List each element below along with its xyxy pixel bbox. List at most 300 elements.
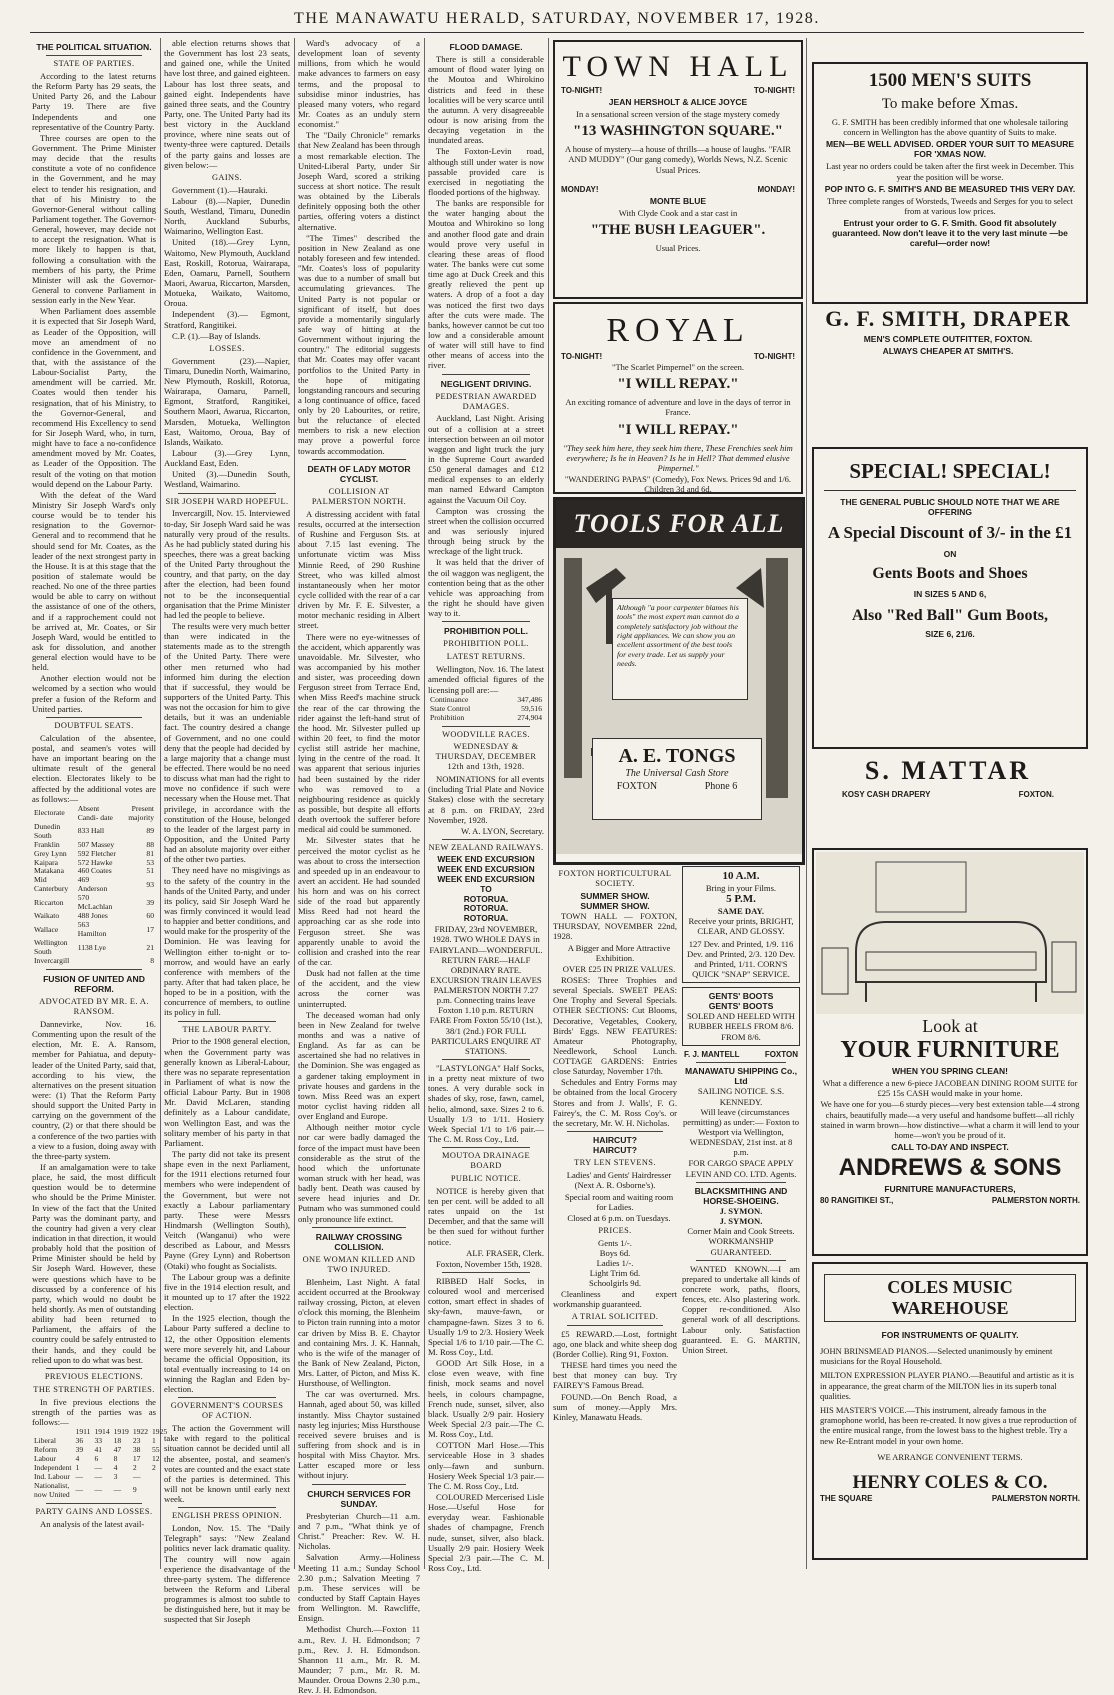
table-cell: — bbox=[75, 1485, 84, 1495]
subheadline: NEW ZEALAND RAILWAYS. bbox=[428, 842, 544, 852]
table-header: Electorate bbox=[34, 808, 65, 818]
table-cell: Franklin bbox=[34, 839, 60, 849]
table-cell: 21 bbox=[146, 942, 154, 952]
paragraph: Will leave (circumstances permitting) as under:— Foxton to Westport via Wellington, WEDNESDAY, 21st inst. at 8 p.m. bbox=[682, 1106, 799, 1158]
excursion-line: WEEK END EXCURSION bbox=[437, 873, 535, 884]
subheadline: TRY LEN STEVENS. bbox=[574, 1158, 656, 1168]
suits-text: Three complete ranges of Worsteds, Tweeds and Serges for you to select from at various low prices. bbox=[826, 195, 1074, 216]
special-title: SPECIAL! SPECIAL! bbox=[849, 459, 1051, 483]
blacksmith-guarantee: WORKMANSHIP GUARANTEED. bbox=[708, 1236, 774, 1257]
paragraph: London, Nov. 15. The "Daily Telegraph" says: "New Zealand politics never lack dramatic quality. The country will now again experience the disadvantage of the three-party system. The difference between the Reform and Liberal programmes is almost too subtle to be distinguished here, but it may be suspected that Sir Joseph bbox=[164, 1523, 290, 1625]
headline: PROHIBITION POLL. bbox=[443, 626, 529, 637]
paragraph: "The Times" described the position in New Zealand as one notably foreseen and few intended. "Mr. Coates's loss of popularity was due to a number of small but accumulating grievances. The United Party is not popular or significant of itself, but does provide a momentarily singularly safe way of hitting at the Government without injuring the country." The editorial suggests that Mr. Coates may offer vacant portfolios to the United Party in the hope of mitigating longstanding rancours and securing a long continuance of office, faced only by 20 Labourites, or retire, but the reluctance of elected members to risk a new election may prove a powerful force towards accommodation. bbox=[298, 232, 420, 456]
paragraph: The results were very much better than were indicated in the statements made as to the strength of the United Party. There were other men returned who had informed him during the election that if successful, they would be supporters of the United Party. This was not the occasion for him to give details, but it was an undeniable fact. The country desired a change of Government, and no one could deny that the people had decided by a large majority that a change must be effected. There would be no need to discuss what man had the right to move no confidence if such were necessary when the House met. That privilege, in accordance with the constitution of the House, belonged to the leader of the largest party in Opposition, and the United Party had an absolute majority over either of the other two parties. bbox=[164, 621, 290, 865]
subheadline: THE LABOUR PARTY. bbox=[182, 1024, 272, 1034]
coles-advert bbox=[812, 1262, 1088, 1560]
table-cell: Wellington South bbox=[34, 938, 68, 957]
headline: SUMMER SHOW. bbox=[580, 900, 650, 911]
table-header: Absent Candi- date bbox=[77, 803, 113, 822]
shipping-title: MANAWATU SHIPPING Co., Ltd bbox=[684, 1066, 798, 1087]
sofa-illustration bbox=[816, 852, 1084, 1014]
column-rule bbox=[806, 38, 807, 1569]
table-cell: 592 Fletcher bbox=[77, 848, 116, 858]
table-cell: Labour bbox=[34, 1453, 56, 1463]
furniture-call: CALL TO-DAY AND INSPECT. bbox=[891, 1142, 1009, 1153]
rotorua-line: ROTORUA. bbox=[463, 913, 509, 924]
table-cell: — bbox=[94, 1485, 103, 1495]
table-cell: Matakana bbox=[34, 866, 64, 876]
excursion-line: WEEK END EXCURSION bbox=[437, 853, 535, 864]
mattar-line: KOSY CASH DRAPERY bbox=[842, 790, 931, 799]
table-cell: 12 bbox=[152, 1453, 160, 1463]
paragraph: In five previous elections the strength of the parties was as follows:— bbox=[32, 1396, 156, 1427]
rotorua-line: ROTORUA. bbox=[463, 903, 509, 914]
draper-name: G. F. SMITH, DRAPER bbox=[825, 306, 1071, 331]
paragraph: The action the Government will take with regard to the political situation cannot be decided until all the absentee, postal, and seamen's votes are counted and the exact state of the parties is determined. This will not be known until early next week. bbox=[164, 1423, 290, 1505]
table-cell: 6 bbox=[94, 1453, 99, 1463]
paragraph: They need have no misgivings as to the safety of the country in the hands of the United Party, and under its policy, said Sir Joseph Ward he was firmly convinced it would lead to happier and better conditions, and would make for the prosperity of the Dominion. He was leaving for Wellington either to-night or to-morrow, and would have an early conference with members of the party. After that had taken place, he hoped to be in a position, with the concurrence of members, to outline its policy in full. bbox=[164, 865, 291, 1018]
paragraph: Auckland, Last Night. Arising out of a collision at a street intersection between an oil motor waggon and light truck the jury in the Supreme Court awarded £50 general damages and £12 medical expenses to an elderly man named Edward Campton against the Vacuum Oil Coy. bbox=[428, 413, 544, 505]
subheadline: SIR JOSEPH WARD HOPEFUL. bbox=[165, 496, 289, 506]
special-item: Also "Red Ball" Gum Boots, bbox=[851, 607, 1048, 624]
table-row bbox=[32, 912, 156, 921]
table-cell: Kaipara bbox=[34, 857, 59, 867]
paragraph: able election returns shows that the Government has lost 23 seats, and gained one, while the United have lost three, and gained eighteen. Labour has lost three seats, and gained eight. Independents have gained three seats, and the Country Party, one. The United Party had its best victory in the Auckland province, where nine seats out of twenty-three were captured. Details of the party gains and losses are given below:— bbox=[164, 38, 290, 170]
paragraph: Ladies' and Gents' Hairdresser (Next A. R. Osborne's). bbox=[566, 1170, 672, 1191]
film-service-box bbox=[682, 866, 800, 983]
table-cell: 570 McLachlan bbox=[77, 893, 113, 912]
special-item: Gents Boots and Shoes bbox=[872, 565, 1028, 582]
table-row bbox=[32, 1482, 169, 1500]
column-3 bbox=[298, 38, 420, 1695]
subheadline: ENGLISH PRESS OPINION. bbox=[171, 1511, 282, 1521]
paragraph: It was held that the driver of the oil waggon was negligent, the contention being that as the other vehicle was approaching from the right he should have given way to it. bbox=[428, 557, 544, 619]
table-header: 1925 bbox=[152, 1427, 168, 1437]
table-cell: — bbox=[75, 1471, 84, 1481]
table-cell: 89 bbox=[146, 826, 154, 836]
table-cell: 17 bbox=[146, 924, 154, 934]
subheadline: FOXTON HORTICULTURAL SOCIETY. bbox=[558, 869, 672, 888]
subheadline: GOVERNMENT'S COURSES OF ACTION. bbox=[170, 1401, 284, 1421]
monday-label: MONDAY! bbox=[561, 184, 599, 194]
subheadline: GAINS. bbox=[211, 172, 243, 182]
table-cell: 274,904 bbox=[517, 712, 542, 722]
table-cell: 1138 Lye bbox=[77, 942, 106, 952]
subheadline: A TRIAL SOLICITED. bbox=[571, 1311, 659, 1321]
advert-text: £5 REWARD.—Lost, fortnight ago, one black and white sheep dog (Border Collie). Ring 91, Foxton. bbox=[553, 1328, 677, 1360]
paragraph: According to the latest returns the Reform Party has 29 seats, the United Party 26, and the Labour Party 19. There are five Independents and one representative of the Country Party. bbox=[32, 71, 156, 132]
table-row bbox=[32, 823, 156, 841]
advert-text: COLOURED Mercerised Lisle Hose.—Useful Hose for everyday wear. Fashionable shades of champagne, French nude, sunset, silver, also black. Usually 2/9 pair. Hosiery Week Special 2/3 pair.—The C. M. Ross Coy., Ltd. bbox=[428, 1491, 544, 1573]
boots-offer: SOLED AND HEELED WITH RUBBER HEELS FROM 8/6. FROM 8/6. bbox=[687, 1011, 795, 1042]
paragraph: Although neither motor cycle nor car were badly damaged the force of the impact must have been considerable as the strut of the hood which the unfortunate woman struck with her head, was badly bent. Death was caused by severe head injuries and Dr. Putnam who was summoned could only pronounce life extinct. bbox=[298, 1122, 420, 1224]
blacksmith-address: Corner Main and Cook Streets. bbox=[687, 1226, 795, 1237]
paragraph: When Parliament does assemble it is expected that Sir Joseph Ward, as Leader of the Opposition, will move an amendment of no confidence in the Government, and that, with the assistance of the Labour-Socialist Party, the amendment will be carried. Mr. Coates would then tender his resignation, that of his Ministry, to the Governor-General, and recommend His Excellency to send for Sir Joseph Ward, who, in turn, might have to face a no-confidence amendment moved by Mr. Coates, as Leader of the Opposition. The result of the voting on that motion would depend on the Labour Party. bbox=[32, 306, 156, 489]
suits-text: POP INTO G. F. SMITH'S AND BE MEASURED THIS VERY DAY. bbox=[824, 183, 1076, 194]
paragraph: Cleanliness and expert workmanship guaranteed. bbox=[553, 1288, 677, 1309]
doubtful-seats-table bbox=[32, 805, 156, 966]
subheadline: LOSSES. bbox=[209, 343, 245, 353]
subheadline: WOODVILLE RACES. bbox=[442, 729, 530, 739]
price-item: Boys 6d. bbox=[599, 1247, 631, 1258]
furniture-title: YOUR FURNITURE bbox=[840, 1037, 1060, 1063]
table-row bbox=[32, 957, 156, 966]
paragraph: Calculation of the absentee, postal, and seamen's votes will have an important bearing on the ultimate result of the general election. Electorates likely to be affected by the additional votes are as follows:— bbox=[32, 732, 156, 804]
subheadline: PUBLIC NOTICE. bbox=[450, 1173, 522, 1183]
coles-title: COLES MUSIC WAREHOUSE bbox=[824, 1274, 1076, 1322]
column-1 bbox=[32, 38, 168, 1568]
table-cell: 59,516 bbox=[521, 703, 542, 713]
table-row bbox=[32, 921, 156, 939]
table-cell: Liberal bbox=[34, 1436, 56, 1446]
tools-quote: Although "a poor carpenter blames his tools" the most expert man cannot do a completely satisfactory job without the right appliances. We can show you an excellent assortment of the best tools for every trade. Let us supply your needs. bbox=[612, 598, 748, 700]
paragraph: OVER £25 IN PRIZE VALUES. bbox=[562, 963, 676, 974]
table-cell: 23 bbox=[132, 1436, 141, 1446]
advert-text: RIBBED Half Socks, in coloured wool and mercerised cotton, smart effect in shades of sky-fawn, mauve-fawn, or champagne-fawn. Sizes 3 to 6. Usually 1/9 to 2/3. Hosiery Week Special 1/6 to 1/10 pair.—The C. M. Ross Coy., Ltd. bbox=[428, 1276, 544, 1357]
table-cell: 93 bbox=[146, 879, 154, 889]
boots-title: GENTS' BOOTS bbox=[708, 991, 774, 1002]
andrews-line: FURNITURE MANUFACTURERS, bbox=[884, 1184, 1016, 1195]
special-on: ON bbox=[943, 549, 957, 559]
paragraph: Methodist Church.—Foxton 11 a.m., Rev. J. H. Edmondson; 7 p.m., Rev. J. H. Edmondson. Shannon 11 a.m., Mr. R. M. Maunder; 7 p.m., Mr. R. M. Maunder. Oroua Downs 2.30 p.m., Rev. J. H. Edmondson. bbox=[298, 1624, 420, 1695]
coles-sub: FOR INSTRUMENTS OF QUALITY. bbox=[881, 1330, 1019, 1340]
paragraph: Dusk had not fallen at the time of the accident, and the view across the corner was uninterrupted. bbox=[298, 968, 420, 1009]
blacksmith-title: BLACKSMITHING AND HORSE-SHOEING. bbox=[694, 1185, 788, 1206]
table-cell: 3 bbox=[113, 1471, 118, 1481]
paragraph: The deceased woman had only been in New Zealand for twelve months and was a native of England. As far as can be ascertained she had no relatives in the Dominion. She was engaged as a gardener taking employment in private houses and gardens in the town. Miss Reed was an expert motor cyclist having ridden all over England and Europe. bbox=[298, 1009, 420, 1122]
column-4 bbox=[428, 38, 544, 1573]
paragraph: The "Daily Chronicle" remarks that New Zealand has been through a most remarkable election. The United-Liberal Party, under Sir Joseph Ward, scored a striking success at short notice. The result was obtained by the Liberals definitely opposing both the other parties, offering voters a distinct alternative. bbox=[298, 130, 420, 232]
paragraph: There is still a considerable amount of flood water lying on the Moutoa and Whirokino districts and feed in these localities will be very scarce until the autumn. A very disagreeable odour is now arising from the decaying vegetation in the inundated areas. bbox=[428, 54, 544, 146]
film-title: "I WILL REPAY." bbox=[617, 376, 739, 393]
table-cell bbox=[76, 957, 121, 966]
paragraph: An analysis of the latest avail- bbox=[40, 1518, 145, 1529]
special-sizes: SIZE 6, 21/6. bbox=[925, 629, 975, 639]
excursion-line: WEEK END EXCURSION bbox=[437, 863, 535, 874]
paragraph: NOTICE is hereby given that ten per cent. will be added to all rates unpaid on the 1st December, and that the same will be then sued for without further notice. bbox=[428, 1185, 544, 1247]
headline: CHURCH SERVICES FOR SUNDAY. bbox=[307, 1488, 411, 1509]
rotorua-line: ROTORUA. bbox=[463, 893, 509, 904]
table-cell: 833 Hall bbox=[77, 826, 105, 836]
coles-text: HIS MASTER'S VOICE.—This instrument, already famous in the gramophone world, has been re-created. It now gives a true reproduction of the entire musical range, from the lowest bass to the highest treble. Try a new Re-Entrant model in your own home. bbox=[820, 1404, 1077, 1446]
andrews-name: ANDREWS & SONS bbox=[838, 1154, 1062, 1182]
tongs-box bbox=[592, 738, 762, 820]
headline: DEATH OF LADY MOTOR CYCLIST. bbox=[307, 463, 411, 484]
headline: RAILWAY CROSSING COLLISION. bbox=[315, 1231, 403, 1252]
paragraph: Campton was crossing the street when the collision occurred and was seriously injured through being struck by the wreckage of the light truck. bbox=[428, 505, 544, 557]
table-cell: 8 bbox=[150, 956, 154, 965]
table-cell: — bbox=[132, 1471, 141, 1481]
subheadline: PROHIBITION POLL. bbox=[443, 639, 529, 649]
paragraph: Mr. Silvester states that he perceived the motor cyclist as he was about to cross the intersection and speeded up in an endeavour to avert an accident. He had sounded his horn and was on his correct side of the road but apparently Miss Reed had not heard the approaching car as she rode into Ferguson street. She was apparently unable to avoid the collision and crashed into the rear of the car. bbox=[298, 835, 420, 968]
table-cell: 18 bbox=[113, 1436, 122, 1446]
mantell-name: F. J. MANTELL bbox=[684, 1049, 740, 1059]
suits-advert bbox=[812, 62, 1088, 304]
table-cell: 39 bbox=[146, 897, 154, 907]
paragraph: Prior to the 1908 general election, when the Government party was generally known as Liberal-Labour, there was no separate representation in Parliament of what is now the official Labour Party. But in 1908 Mr. David McLaren, standing definitely as a Labour candidate, won Wellington East, and was the solitary member of his party in that Parliament. bbox=[164, 1036, 290, 1148]
furniture-sub: WHEN YOU SPRING CLEAN! bbox=[891, 1066, 1009, 1076]
advert-text: WANTED KNOWN.—I am prepared to undertake all kinds of concrete work, paths, floors, fences, etc. Also plastering work. Copper re-conditioned. Also general work of all descriptions. Labour only. Satisfaction guaranteed. E. G. MARTIN, Union Street. bbox=[682, 1263, 800, 1355]
film-stars: MONTE BLUE bbox=[649, 195, 707, 206]
table-cell: Nationalist, now United bbox=[34, 1480, 70, 1499]
table-cell: Prohibition bbox=[430, 712, 465, 722]
column-rule bbox=[160, 38, 161, 1569]
table-cell: 47 bbox=[113, 1444, 122, 1454]
paragraph: Independent (3).— Egmont, Stratford, Rangitikei. bbox=[164, 309, 290, 330]
table-header: 1919 bbox=[113, 1427, 129, 1437]
film-stars: JEAN HERSHOLT & ALICE JOYCE bbox=[608, 97, 748, 107]
table-row bbox=[32, 867, 156, 876]
paragraph: Schedules and Entry Forms may be obtained from the local Grocery Stores and from J. Walls', F. G. Fairey's, the C. M. Ross Coy's. or the secretary, Mr. W. H. Nicholas. bbox=[553, 1077, 677, 1128]
royal-title: ROYAL bbox=[606, 312, 750, 349]
table-cell: Waikato bbox=[34, 911, 60, 921]
mattar-location: FOXTON. bbox=[1018, 790, 1054, 799]
furniture-text: What a difference a new 6-piece JACOBEAN DINING ROOM SUITE for £25 15s CASH would make in your home. bbox=[822, 1078, 1078, 1099]
headline: NEGLIGENT DRIVING. bbox=[440, 378, 532, 389]
tonight-label: TO-NIGHT! bbox=[753, 352, 795, 361]
table-cell: State Control bbox=[430, 703, 471, 713]
table-header: 1922 bbox=[132, 1427, 148, 1437]
tongs-advert bbox=[553, 497, 805, 865]
henry-address: THE SQUARE bbox=[820, 1493, 873, 1503]
special-text: THE GENERAL PUBLIC SHOULD NOTE THAT WE ARE OFFERING bbox=[840, 497, 1060, 517]
film-title: "13 WASHINGTON SQUARE." bbox=[573, 123, 783, 140]
coles-terms: WE ARRANGE CONVENIENT TERMS. bbox=[877, 1451, 1023, 1462]
table-cell: 51 bbox=[146, 866, 154, 876]
shipping-notice: SAILING NOTICE. S.S. KENNEDY. bbox=[697, 1086, 785, 1107]
masthead: THE MANAWATU HERALD, SATURDAY, NOVEMBER 17, 1928. bbox=[30, 10, 1084, 33]
tonight-label: TO-NIGHT! bbox=[561, 86, 603, 95]
column-rule bbox=[294, 38, 295, 1569]
furniture-text: We have one for you—6 sturdy pieces—very best extension table—4 strong chairs, beautifully made—a very useful and handsome buffett—all richly stained in warm brown—how distinctive—what a charm it will lend to your home—won't you be proud of it. bbox=[820, 1099, 1080, 1140]
film-line: Bring in your Films. bbox=[705, 882, 777, 893]
table-cell: 9 bbox=[132, 1485, 137, 1495]
film-title: "THE BUSH LEAGUER". bbox=[590, 221, 766, 238]
paragraph: Labour (3).—Grey Lynn, Auckland East, Eden. bbox=[164, 448, 290, 469]
suits-text: G. F. SMITH has been credibly informed that one wholesale tailoring concern in Wellington has the above quantity of Suits to make. bbox=[831, 117, 1069, 138]
table-header: Present majority bbox=[128, 803, 154, 822]
suits-title: 1500 MEN'S SUITS bbox=[868, 70, 1032, 91]
advert-text: GOOD Art Silk Hose, in a close even weave, with fine finish, mock seams and novel heels, in colours champagne, French nude, sunset, silver, also black. Usually 2/9 pair. Hosiery Week Special 2/3 pair.—The C. M. Ross Coy., Ltd. bbox=[428, 1358, 544, 1440]
table-row bbox=[428, 714, 544, 723]
paragraph: Government (23).—Napier, Timaru, Dunedin North, Waimarino, New Plymouth, Roskill, Rotorua, Wairarapa, Oamaru, Parnell, Egmont, Stratford, Rangitikei, Southern Maori, Awarua, Riccarton, Marsden, Motueka, Wellington East, Waitomo, Oroua, Bay of Islands, Waikato. bbox=[164, 355, 290, 447]
paragraph: In the 1925 election, though the Labour Party suffered a decline to 12, the other Opposition elements were more severely hit, and Labour became the official Opposition, its total eventually increasing to 14 on winning the Raglan and Eden by-election. bbox=[164, 1313, 290, 1395]
blacksmith-name: J. SYMON. bbox=[719, 1206, 763, 1217]
film-title: "I WILL REPAY." bbox=[617, 421, 739, 438]
paragraph: NOMINATIONS for all events (including Trial Plate and Novice Stakes) close with the secretary at 8 p.m. on FRIDAY, 23rd November, 1928. bbox=[428, 774, 544, 825]
table-cell: 4 bbox=[113, 1462, 118, 1472]
paragraph: ROSES: Three Trophies and several Specials. SWEET PEAS: One Trophy and Several Specials. OTHER SECTIONS: Cut Blooms, Decorative, Vegetables, Cookery, Birds' Eggs. NEW FEATURES: Amateur Photography, Needlework, School Lunch. COTTAGE GARDENS: Entries close Saturday, November 17th. bbox=[553, 974, 677, 1077]
paragraph: A distressing accident with fatal results, occurred at the intersection of Rushine and Ferguson Sts. at about 7.15 last evening. The unfortunate victim was Miss Minnie Reed, of 290 Rushine Street, who was killed almost instantaneously when her motor cycle collided with the rear of a car driven by Mr. F. E. Silvester, a motor mechanic residing in Albert street. bbox=[298, 508, 420, 631]
table-cell: 38 bbox=[132, 1444, 141, 1454]
prices-note: Usual Prices. bbox=[655, 242, 701, 253]
film-description: An exciting romance of adventure and love in the days of terror in France. bbox=[565, 397, 791, 418]
table-cell: 39 bbox=[75, 1444, 84, 1454]
headline: HAIRCUT? bbox=[593, 1145, 637, 1156]
table-cell: 1 bbox=[75, 1462, 80, 1472]
monday-label: MONDAY! bbox=[757, 184, 795, 194]
headline: FLOOD DAMAGE. bbox=[449, 42, 523, 52]
andrews-town: PALMERSTON NORTH. bbox=[991, 1196, 1080, 1206]
coles-text: JOHN BRINSMEAD PIANOS.—Selected unanimously by eminent musicians for the Royal Household. bbox=[820, 1346, 1053, 1367]
subheadline: ONE WOMAN KILLED AND TWO INJURED. bbox=[302, 1254, 416, 1274]
table-row bbox=[32, 939, 156, 957]
shipping-agents: FOR CARGO SPACE APPLY LEVIN AND CO. LTD. Agents. bbox=[685, 1158, 797, 1179]
suits-text: Last year no orders could be taken after the first week in December. This year the position will be worse. bbox=[826, 161, 1074, 182]
table-cell: 460 Coates bbox=[77, 866, 112, 876]
mantell-location: FOXTON bbox=[764, 1049, 798, 1059]
paragraph: TOWN HALL — FOXTON, THURSDAY, NOVEMBER 22nd, 1928. bbox=[553, 911, 677, 942]
table-cell: 17 bbox=[132, 1453, 141, 1463]
boots-title: GENTS' BOOTS bbox=[708, 1001, 774, 1012]
mattar-name: S. MATTAR bbox=[864, 756, 1032, 785]
price-item: Schoolgirls 9d. bbox=[588, 1278, 642, 1289]
suits-text: MEN—BE WELL ADVISED. ORDER YOUR SUIT TO MEASURE FOR 'XMAS NOW. bbox=[825, 139, 1075, 160]
draper-line: ALWAYS CHEAPER AT SMITH'S. bbox=[882, 346, 1014, 356]
subheadline: THE STRENGTH OF PARTIES. bbox=[33, 1384, 155, 1394]
table-header: 1911 bbox=[75, 1427, 91, 1437]
rotorua-line: TO bbox=[480, 883, 492, 894]
table-cell: 1 bbox=[152, 1436, 156, 1446]
draper-line: MEN'S COMPLETE OUTFITTER, FOXTON. bbox=[863, 334, 1033, 344]
paragraph: The Foxton-Levin road, although still under water is now passable provided care is exercised in negotiating the flooded portions of the highway. bbox=[428, 146, 544, 197]
paragraph: The banks are responsible for the water hanging about the Moutoa and Whirokino so long and another flood gate and drain would prove very useful in clearing these areas of flood water. The banks were cut some time ago at Duck Creek and this greatly relieved the pent up waters. A drop of a foot a day was noticed the first two days after the cuts were made. The banks, however cannot be cut too low and a considerable amount of water will still have to find other means of access into the river. bbox=[428, 198, 544, 371]
tongs-store: The Universal Cash Store bbox=[625, 768, 729, 779]
tools-banner: TOOLS FOR ALL bbox=[556, 500, 802, 548]
royal-advert bbox=[553, 302, 803, 494]
film-time: 5 P.M. bbox=[726, 893, 756, 906]
advert-text: COTTON Marl Hose.—This serviceable Hose in 3 shades only—fawn and sunburn. Hosiery Week Special 1/3 pair.—The C. M. Ross Coy., Ltd. bbox=[428, 1440, 544, 1491]
film-description: A house of mystery—a house of thrills—a house of laughs. "FAIR AND MUDDY" (Our gang comedy), Worlds News, N.Z. Scenic Usual Prices. bbox=[565, 144, 791, 175]
coles-text: MILTON EXPRESSION PLAYER PIANO.—Beautiful and artistic as it is in appearance, the great charm of the MILTON lies in its superb tonal qualities. bbox=[820, 1370, 1074, 1401]
table-cell: 8 bbox=[113, 1453, 118, 1463]
table-cell: Grey Lynn bbox=[34, 848, 67, 858]
table-cell: Continuance bbox=[430, 694, 469, 704]
paragraph: With the defeat of the Ward Ministry Sir Joseph Ward's only course would be to tender his resignation to the Governor-General and to recommend that he should send for Mr. Coates, as the leader of the next strongest party in the House. It is at this stage that the position of stalemate would be reached. No one of the three parties would be able to carry on without the assistance of one of the others, and if a rapprochement could not be arrived at, Mr. Coates, or Sir Joseph Ward, would be entitled to ask for dissolution, and another general election would have to be held. bbox=[32, 489, 156, 673]
table-cell: 347,486 bbox=[517, 694, 542, 704]
paragraph: The party did not take its present shape even in the next Parliament, for the 1911 elections returned four members who were independent of the Government, but were not exactly a Labour parliamentary party. These were Messrs Hindmarsh (Wellington South), Veitch (Wanganui) who were described as Labour, and Messrs Payne (Grey Lynn) and Robertson (Otaki) who fought as Socialists. bbox=[164, 1148, 290, 1271]
paragraph: Blenheim, Last Night. A fatal accident occurred at the Brookway railway crossing, Picton, at eleven o'clock this morning, the Blenheim to Picton train running into a motor car driven by Miss B. E. Chaytor and containing Mrs. J. K. Hannah, who is the wife of the manager of the Bank of New Zealand, Picton, Mrs. Latter, of Picton, and Miss K. Hursthouse, of Wellington. bbox=[298, 1276, 420, 1389]
table-cell: Ind. Labour bbox=[34, 1471, 70, 1481]
paragraph: FRIDAY, 23rd NOVEMBER, 1928. TWO WHOLE DAYS in FAIRYLAND—WONDERFUL. RETURN FARE—HALF ORDINARY RATE. EXCURSION TRAIN LEAVES PALMERSTON NORTH 7.27 p.m. Connecting trains leave Foxton 1.10 p.m. RETURN FARE From Foxton 55/10 (1st.), 38/1 (2nd.) FOR FULL PARTICULARS ENQUIRE AT STATIONS. bbox=[429, 924, 543, 1056]
paragraph: Ward's advocacy of a development loan of seventy millions, from which he would make advances to farmers on easy terms, and the proposal to subsidise minor industries, has pleased many voters, who regard Mr. Coates as an unduly stern economist." bbox=[298, 38, 420, 130]
subheadline: ADVOCATED BY MR. E. A. RANSOM. bbox=[39, 997, 149, 1017]
mattar-advert bbox=[812, 752, 1084, 818]
table-header: 1914 bbox=[94, 1427, 110, 1437]
subheadline: MOUTOA DRAINAGE BOARD bbox=[442, 1151, 530, 1171]
advert-text: THESE hard times you need the best that money can buy. Try FAIREY'S Famous Bread. bbox=[553, 1360, 677, 1391]
special-sizes: IN SIZES 5 AND 6, bbox=[913, 589, 987, 599]
tongs-name: A. E. TONGS bbox=[618, 745, 736, 767]
paragraph: Presbyterian Church—11 a.m. and 7 p.m., "What think ye of Christ." Preacher: Rev. W. H. Nicholas. bbox=[298, 1510, 420, 1552]
table-cell: Invercargill bbox=[34, 956, 70, 965]
boots-box bbox=[682, 987, 800, 1046]
table-cell: Wallace bbox=[34, 924, 59, 934]
table-cell: 53 bbox=[146, 857, 154, 867]
headline: FUSION OF UNITED AND REFORM. bbox=[43, 973, 145, 995]
henry-town: PALMERSTON NORTH. bbox=[991, 1493, 1080, 1503]
paragraph: United (3).—Dunedin South, Westland, Waimarino. bbox=[164, 469, 290, 490]
headline: HAIRCUT? bbox=[593, 1135, 637, 1146]
tonight-label: TO-NIGHT! bbox=[753, 86, 795, 95]
special-advert bbox=[812, 447, 1088, 749]
advert-text: FOUND.—On Bench Road, a sum of money.—Apply Mrs. Kinley, Manawatu Heads. bbox=[553, 1391, 677, 1422]
film-intro: With Clyde Cook and a star cast in bbox=[618, 207, 738, 218]
price-item: Gents 1/-. bbox=[598, 1237, 632, 1248]
paragraph: United (18).—Grey Lynn, Waitomo, New Plymouth, Auckland East, Roskill, Rotorua, Wairarapa, Eden, Oamaru, Parnell, Southern Maori, Awarua, Riccarton, Marsden, Motueka, Waikato, Waitomo, Oroua. bbox=[164, 237, 290, 309]
blacksmith-name: J. SYMON. bbox=[719, 1216, 763, 1227]
paragraph: Three courses are open to the Government. The Prime Minister may decide that the results constitute a vote of no confidence in the Government, and he may elect to tender his resignation, and that of his Ministry to the Governor-General without calling Parliament together. The Governor-General, however, may decide not to accept the resignation. What is more likely to happen is that, following a consultation with the members of his party, the Prime Minister will ask the Governor-General to convene Parliament in session early in the New Year. bbox=[32, 132, 156, 306]
paragraph: If an amalgamation were to take place, he said, the most difficult question would be to determine who should be the Prime Minister. In view of the fact that the United Party was the dominant party, and the country had given a very clear indication in that direction, it would probably hold that the position of Prime Minister should be held by Sir Joseph Ward. However, these were questions which have to be discussed by a conference of his party, which would no doubt be held shortly. As men of outstanding ability had been returned to Parliament, the affairs of the country could be safely entrusted to their hands, and they could be relied upon to do what was best. bbox=[32, 1162, 156, 1365]
draper-advert bbox=[812, 306, 1084, 388]
town-hall-title: TOWN HALL bbox=[562, 50, 794, 83]
film-time: 10 A.M. bbox=[722, 870, 760, 882]
subheadline: STATE OF PARTIES. bbox=[53, 59, 135, 69]
table-row bbox=[32, 876, 156, 894]
paragraph: Government (1).—Hauraki. bbox=[172, 184, 268, 195]
table-cell: Dunedin South bbox=[34, 821, 61, 840]
paragraph: Salvation Army.—Holiness Meeting 11 a.m.; Sunday School 2.30 p.m.; Salvation Meeting 7 p.m. These services will be conducted by Staff Captain Hayes from Wellington. M. Rawcliffe, Ensign. bbox=[298, 1552, 420, 1624]
paragraph: Closed at 6 p.m. on Tuesdays. bbox=[567, 1212, 671, 1223]
table-cell: 55 bbox=[152, 1444, 160, 1454]
poll-table bbox=[428, 696, 544, 723]
subheadline: DOUBTFUL SEATS. bbox=[54, 720, 134, 730]
column-rule bbox=[548, 38, 549, 1569]
tongs-location: FOXTON bbox=[616, 781, 658, 792]
column-5-lower-left bbox=[553, 866, 677, 1566]
film-line: SAME DAY. bbox=[717, 906, 765, 917]
paragraph: There were no eye-witnesses of the accident, which apparently was unavoidable. Mr. Silvester, who was accompanied by his mother and sister, was proceeding down Ferguson street from Terrace End, when Miss Reed's machine struck the rear of the car throwing the rider against the left-hand strut of the hood. Mr. Silvester pulled up within 20 feet, to find the motor cyclist still astride her machine, lying in the centre of the road. It was apparent that serious injuries had been sustained by the rider who was removed to a neighbouring residence as quickly as possible, but despite all efforts death overtook the sufferer before medical aid could be summoned. bbox=[298, 631, 420, 835]
table-cell: Mid Canterbury bbox=[34, 875, 69, 894]
subheadline: LATEST RETURNS. bbox=[446, 652, 526, 662]
headline: SUMMER SHOW. bbox=[580, 890, 650, 901]
paragraph: C.P. (1).—Bay of Islands. bbox=[172, 330, 261, 341]
table-cell: 2 bbox=[152, 1462, 156, 1472]
table-cell: Independent bbox=[34, 1462, 72, 1472]
table-row bbox=[32, 894, 156, 912]
column-2 bbox=[164, 38, 291, 1625]
paragraph: Dannevirke, Nov. 16. Commenting upon the result of the election, Mr. E. A. Ransom, member for Pahiatua, and deputy-leader of the United Party, said that, according to his view, the alternatives on the present situation were: (1) That the Reform Party should support the United Party in carrying on the government of the country, (2) or that there should be a conference of the two parties with a view to a fusion, doing away with the three-party system. bbox=[32, 1019, 156, 1161]
henry-name: HENRY COLES & CO. bbox=[852, 1471, 1048, 1493]
film-line: 127 Dev. and Printed, 1/9. 116 Dev. and Printed, 2/3. 120 Dev. and Printed, 1/11. CORN'S QUICK "SNAP" SERVICE. bbox=[687, 938, 795, 979]
table-cell: — bbox=[113, 1485, 122, 1495]
tongs-phone: Phone 6 bbox=[704, 781, 738, 792]
table-cell: 563 Hamilton bbox=[77, 920, 107, 939]
suits-subtitle: To make before Xmas. bbox=[881, 96, 1019, 112]
table-cell: — bbox=[94, 1471, 103, 1481]
price-item: Light Trim 6d. bbox=[589, 1268, 641, 1279]
film-intro: In a sensational screen version of the stage mystery comedy bbox=[576, 109, 780, 119]
table-cell: 36 bbox=[75, 1436, 84, 1446]
subheadline: PRICES. bbox=[598, 1225, 632, 1235]
table-cell: 469 Anderson bbox=[77, 875, 108, 894]
furniture-advert bbox=[812, 848, 1088, 1256]
subheadline: COLLISION AT PALMERSTON NORTH. bbox=[311, 487, 407, 506]
subheadline: WEDNESDAY & THURSDAY, DECEMBER 12th and 13th, 1928. bbox=[435, 742, 537, 772]
price-item: Ladies 1/-. bbox=[596, 1258, 634, 1269]
verse: "They seek him here, they seek him there, These Frenchies seek him everywhere; Is he in Heaven? Is he in Hell? That demmed elusive Pimpernel." bbox=[563, 442, 793, 473]
column-rule bbox=[424, 38, 425, 1569]
tonight-label: TO-NIGHT! bbox=[561, 352, 603, 361]
special-discount: A Special Discount of 3/- in the £1 bbox=[827, 523, 1073, 542]
column-5-lower-right bbox=[682, 866, 800, 1566]
table-cell: 60 bbox=[146, 911, 154, 921]
paragraph: Wellington, Nov. 16. The latest amended official figures of the licensing poll are:— bbox=[428, 664, 544, 695]
support-programme: "WANDERING PAPAS" (Comedy), Fox News. Prices 9d and 1/6. Children 3d and 6d. bbox=[564, 474, 792, 495]
signature: ALF. FRASER, Clerk. bbox=[466, 1247, 544, 1258]
table-cell: 4 bbox=[75, 1453, 80, 1463]
headline: THE POLITICAL SITUATION. bbox=[36, 42, 152, 52]
